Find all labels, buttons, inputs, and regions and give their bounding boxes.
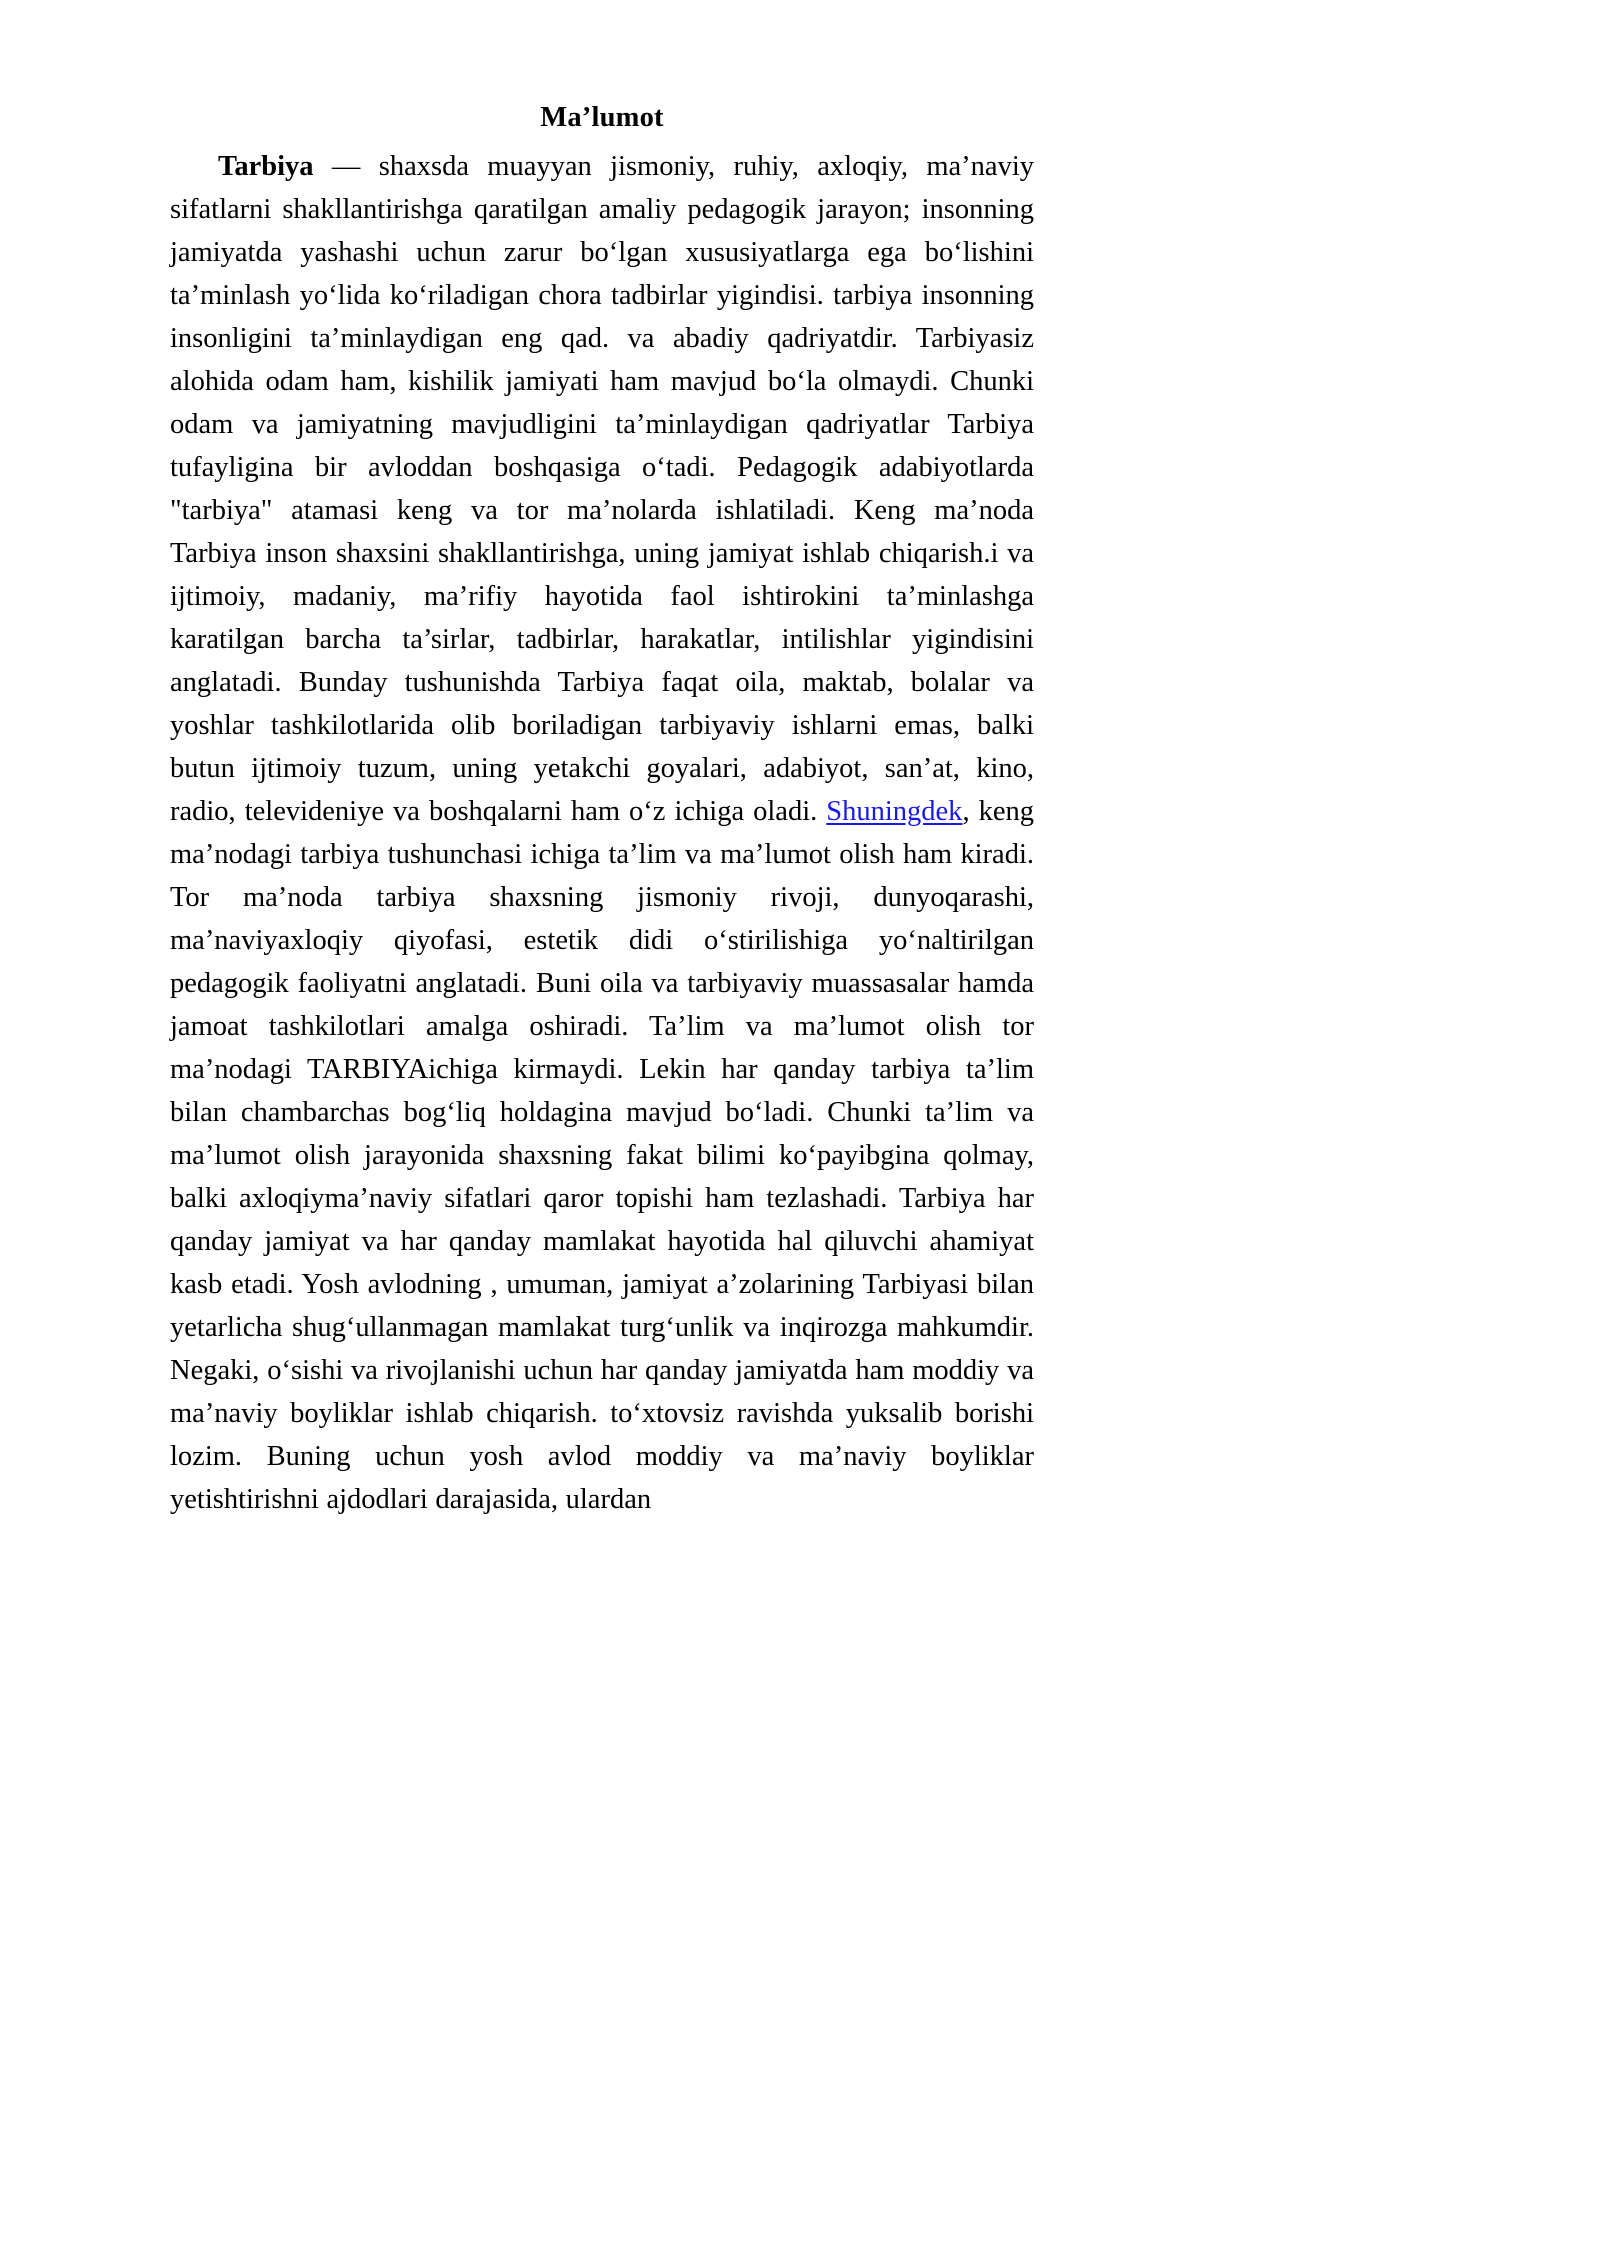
page-title: Ma’lumot: [540, 102, 664, 133]
lead-term: Tarbiya: [218, 151, 314, 182]
paragraph-text-before-link: — shaxsda muayyan jismoniy, ruhiy, axloqiy, ma’naviy sifatlarni shakllantirishga qaratilgan amaliy pedagogik jarayon; insonning jamiyatda yashashi uchun zarur bo‘lgan xususiyatlarga ega bo‘lishini ta’minlash yo‘lida ko‘riladigan chora tadbirlar yigindisi. tarbiya insonning insonligini ta’minlaydigan eng qad. va abadiy qadriyatdir. Tarbiyasiz alohida odam ham, kishilik jamiyati ham mavjud bo‘la olmaydi. Chunki odam va jamiyatning mavjudligini ta’minlaydigan qadriyatlar Tarbiya tufayligina bir avloddan boshqasiga o‘tadi. Pedagogik adabiyotlarda "tarbiya" atamasi keng va tor ma’nolarda ishlatiladi. Keng ma’noda Tarbiya inson shaxsini shakllantirishga, uning jamiyat ishlab chiqarish.i va ijtimoiy, madaniy, ma’rifiy hayotida faol ishtirokini ta’minlashga karatilgan barcha ta’sirlar, tadbirlar, harakatlar, intilishlar yigindisini anglatadi. Bunday tushunishda Tarbiya faqat oila, maktab, bolalar va yoshlar tashkilotlarida olib boriladigan tarbiyaviy ishlarni emas, balki butun ijtimoiy tuzum, uning yetakchi goyalari, adabiyot, san’at, kino, radio, televideniye va boshqalarni ham o‘z ichiga oladi.: [170, 151, 1034, 827]
paragraph-text-after-link: , keng ma’nodagi tarbiya tushunchasi ichiga ta’lim va ma’lumot olish ham kiradi. Tor ma’noda tarbiya shaxsning jismoniy rivoji, dunyoqarashi, ma’naviyaxloqiy qiyofasi, estetik didi o‘stirilishiga yo‘naltirilgan pedagogik faoliyatni anglatadi. Buni oila va tarbiyaviy muassasalar hamda jamoat tashkilotlari amalga oshiradi. Ta’lim va ma’lumot olish tor ma’nodagi TARBIYAichiga kirmaydi. Lekin har qanday tarbiya ta’lim bilan chambarchas bog‘liq holdagina mavjud bo‘ladi. Chunki ta’lim va ma’lumot olish jarayonida shaxsning fakat bilimi ko‘payibgina qolmay, balki axloqiyma’naviy sifatlari qaror topishi ham tezlashadi. Tarbiya har qanday jamiyat va har qanday mamlakat hayotida hal qiluvchi ahamiyat kasb etadi. Yosh avlodning , umuman, jamiyat a’zolarining Tarbiyasi bilan yetarlicha shug‘ullanmagan mamlakat turg‘unlik va inqirozga mahkumdir. Negaki, o‘sishi va rivojlanishi uchun har qanday jamiyatda ham moddiy va ma’naviy boyliklar ishlab chiqarish. to‘xtovsiz ravishda yuksalib borishi lozim. Buning uchun yosh avlod moddiy va ma’naviy boyliklar yetishtirishni ajdodlari darajasida, ulardan: [170, 796, 1034, 1515]
document-content: [170, 96, 1034, 1521]
body-paragraph: [170, 145, 1034, 1521]
shuningdek-link[interactable]: Shuningdek: [826, 796, 963, 827]
